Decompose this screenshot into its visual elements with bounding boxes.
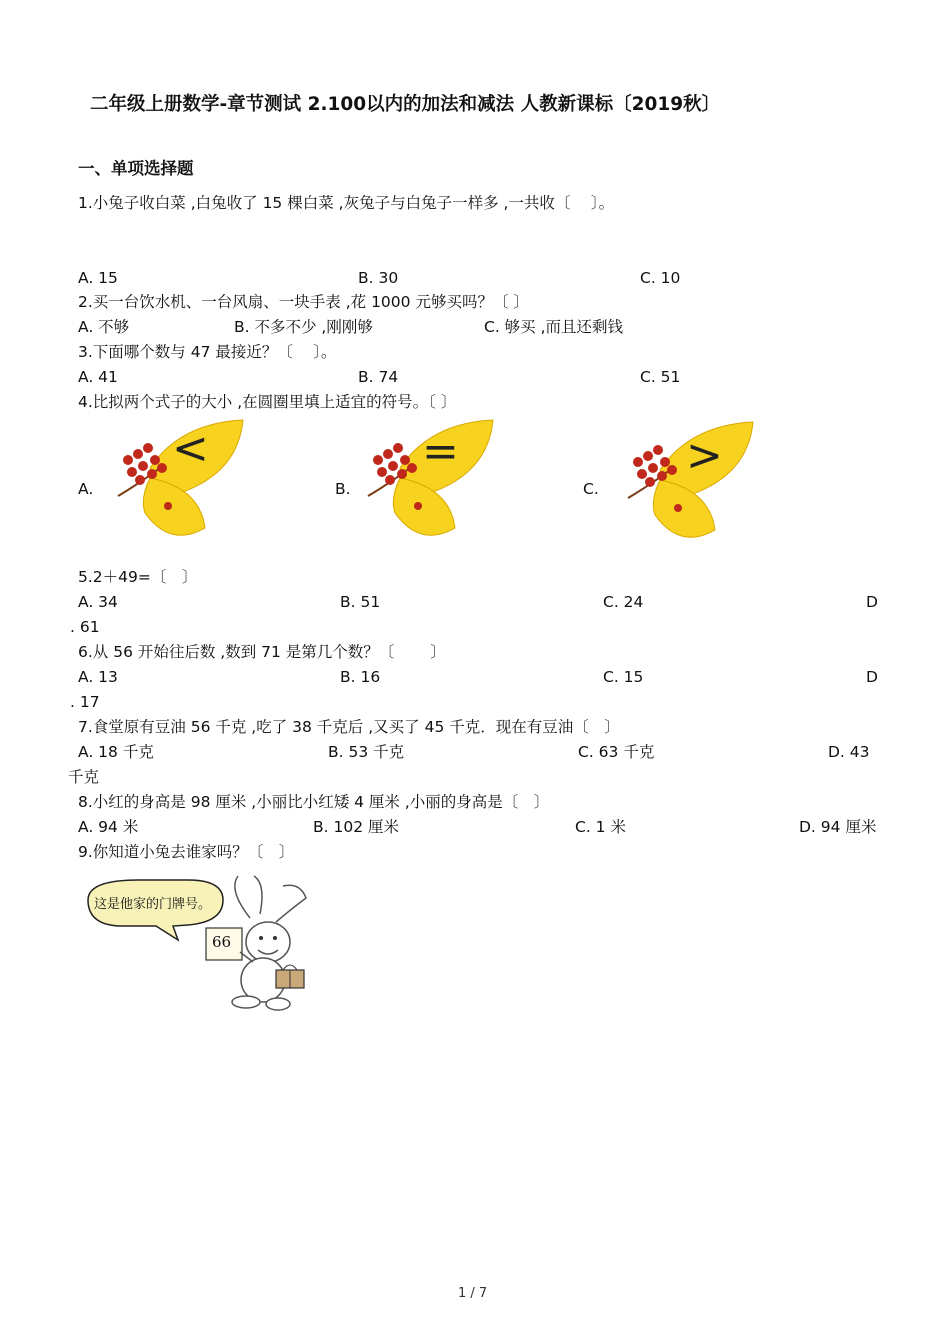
option-a: A. 34 (78, 593, 118, 611)
option-c: C. 24 (603, 593, 644, 611)
option-b: B. 30 (358, 269, 399, 287)
option-b: B. 16 (340, 668, 381, 686)
symbol-less-than: < (172, 423, 209, 474)
question-stem: 5.2＋49=〔 〕 (78, 568, 198, 586)
page-title: 二年级上册数学-章节测试 2.100以内的加法和减法 人教新课标〔2019秋〕 (90, 94, 721, 115)
option-a: A. 不够 (78, 318, 130, 336)
option-d: D. 94 厘米 (799, 818, 877, 836)
question-stem: 1.小兔子收白菜 ,白兔收了 15 棵白菜 ,灰兔子与白兔子一样多 ,一共收〔 〕。 (78, 194, 615, 212)
option-c: C. 10 (640, 269, 681, 287)
question-stem: 3.下面哪个数与 47 最接近？〔 〕。 (78, 343, 337, 361)
option-d-label: D. 43 (828, 743, 870, 761)
option-d-label: D (866, 593, 878, 611)
option-c: C. 1 米 (575, 818, 626, 836)
speech-bubble-text: 这是他家的门牌号。 (94, 897, 212, 912)
page-number: 1 / 7 (458, 1286, 488, 1301)
question-stem: 8.小红的身高是 98 厘米 ,小丽比小红矮 4 厘米 ,小丽的身高是〔 〕 (78, 793, 550, 811)
door-number: 66 (212, 933, 232, 951)
leaf-illustration-b (360, 418, 500, 548)
option-b: B. 53 千克 (328, 743, 405, 761)
option-a: A. 18 千克 (78, 743, 154, 761)
question-stem: 9.你知道小兔去谁家吗？〔 〕 (78, 843, 295, 861)
option-a: A. 41 (78, 368, 118, 386)
leaf-illustration-c (620, 420, 760, 550)
option-c: C. (583, 480, 599, 498)
option-c: C. 够买 ,而且还剩钱 (484, 318, 624, 336)
section-heading: 一、单项选择题 (78, 159, 194, 178)
question-stem: 7.食堂原有豆油 56 千克 ,吃了 38 千克后 ,又买了 45 千克．现在有豆油〔 〕 (78, 718, 620, 736)
leaf-illustration-a (110, 418, 250, 548)
option-c: C. 63 千克 (578, 743, 655, 761)
symbol-equals: = (422, 426, 459, 477)
option-a: A. 94 米 (78, 818, 139, 836)
option-b: B. (335, 480, 351, 498)
option-a: A. 13 (78, 668, 118, 686)
option-d-value: 千克 (68, 768, 100, 786)
option-b: B. 102 厘米 (313, 818, 399, 836)
option-b: B. 51 (340, 593, 381, 611)
option-c: C. 51 (640, 368, 681, 386)
option-d-value: . 61 (70, 618, 100, 636)
option-a: A. 15 (78, 269, 118, 287)
option-b: B. 74 (358, 368, 399, 386)
question-stem: 4.比拟两个式子的大小 ,在圆圈里填上适宜的符号。〔 〕 (78, 393, 457, 411)
question-stem: 6.从 56 开始往后数 ,数到 71 是第几个数？〔 〕 (78, 643, 446, 661)
rabbit-illustration (78, 870, 318, 1015)
option-a: A. (78, 480, 94, 498)
option-d-label: D (866, 668, 878, 686)
option-d-value: . 17 (70, 693, 100, 711)
option-c: C. 15 (603, 668, 644, 686)
question-stem: 2.买一台饮水机、一台风扇、一块手表 ,花 1000 元够买吗？〔 〕 (78, 293, 529, 311)
option-b: B. 不多不少 ,刚刚够 (234, 318, 373, 336)
symbol-greater-than: > (686, 430, 723, 481)
